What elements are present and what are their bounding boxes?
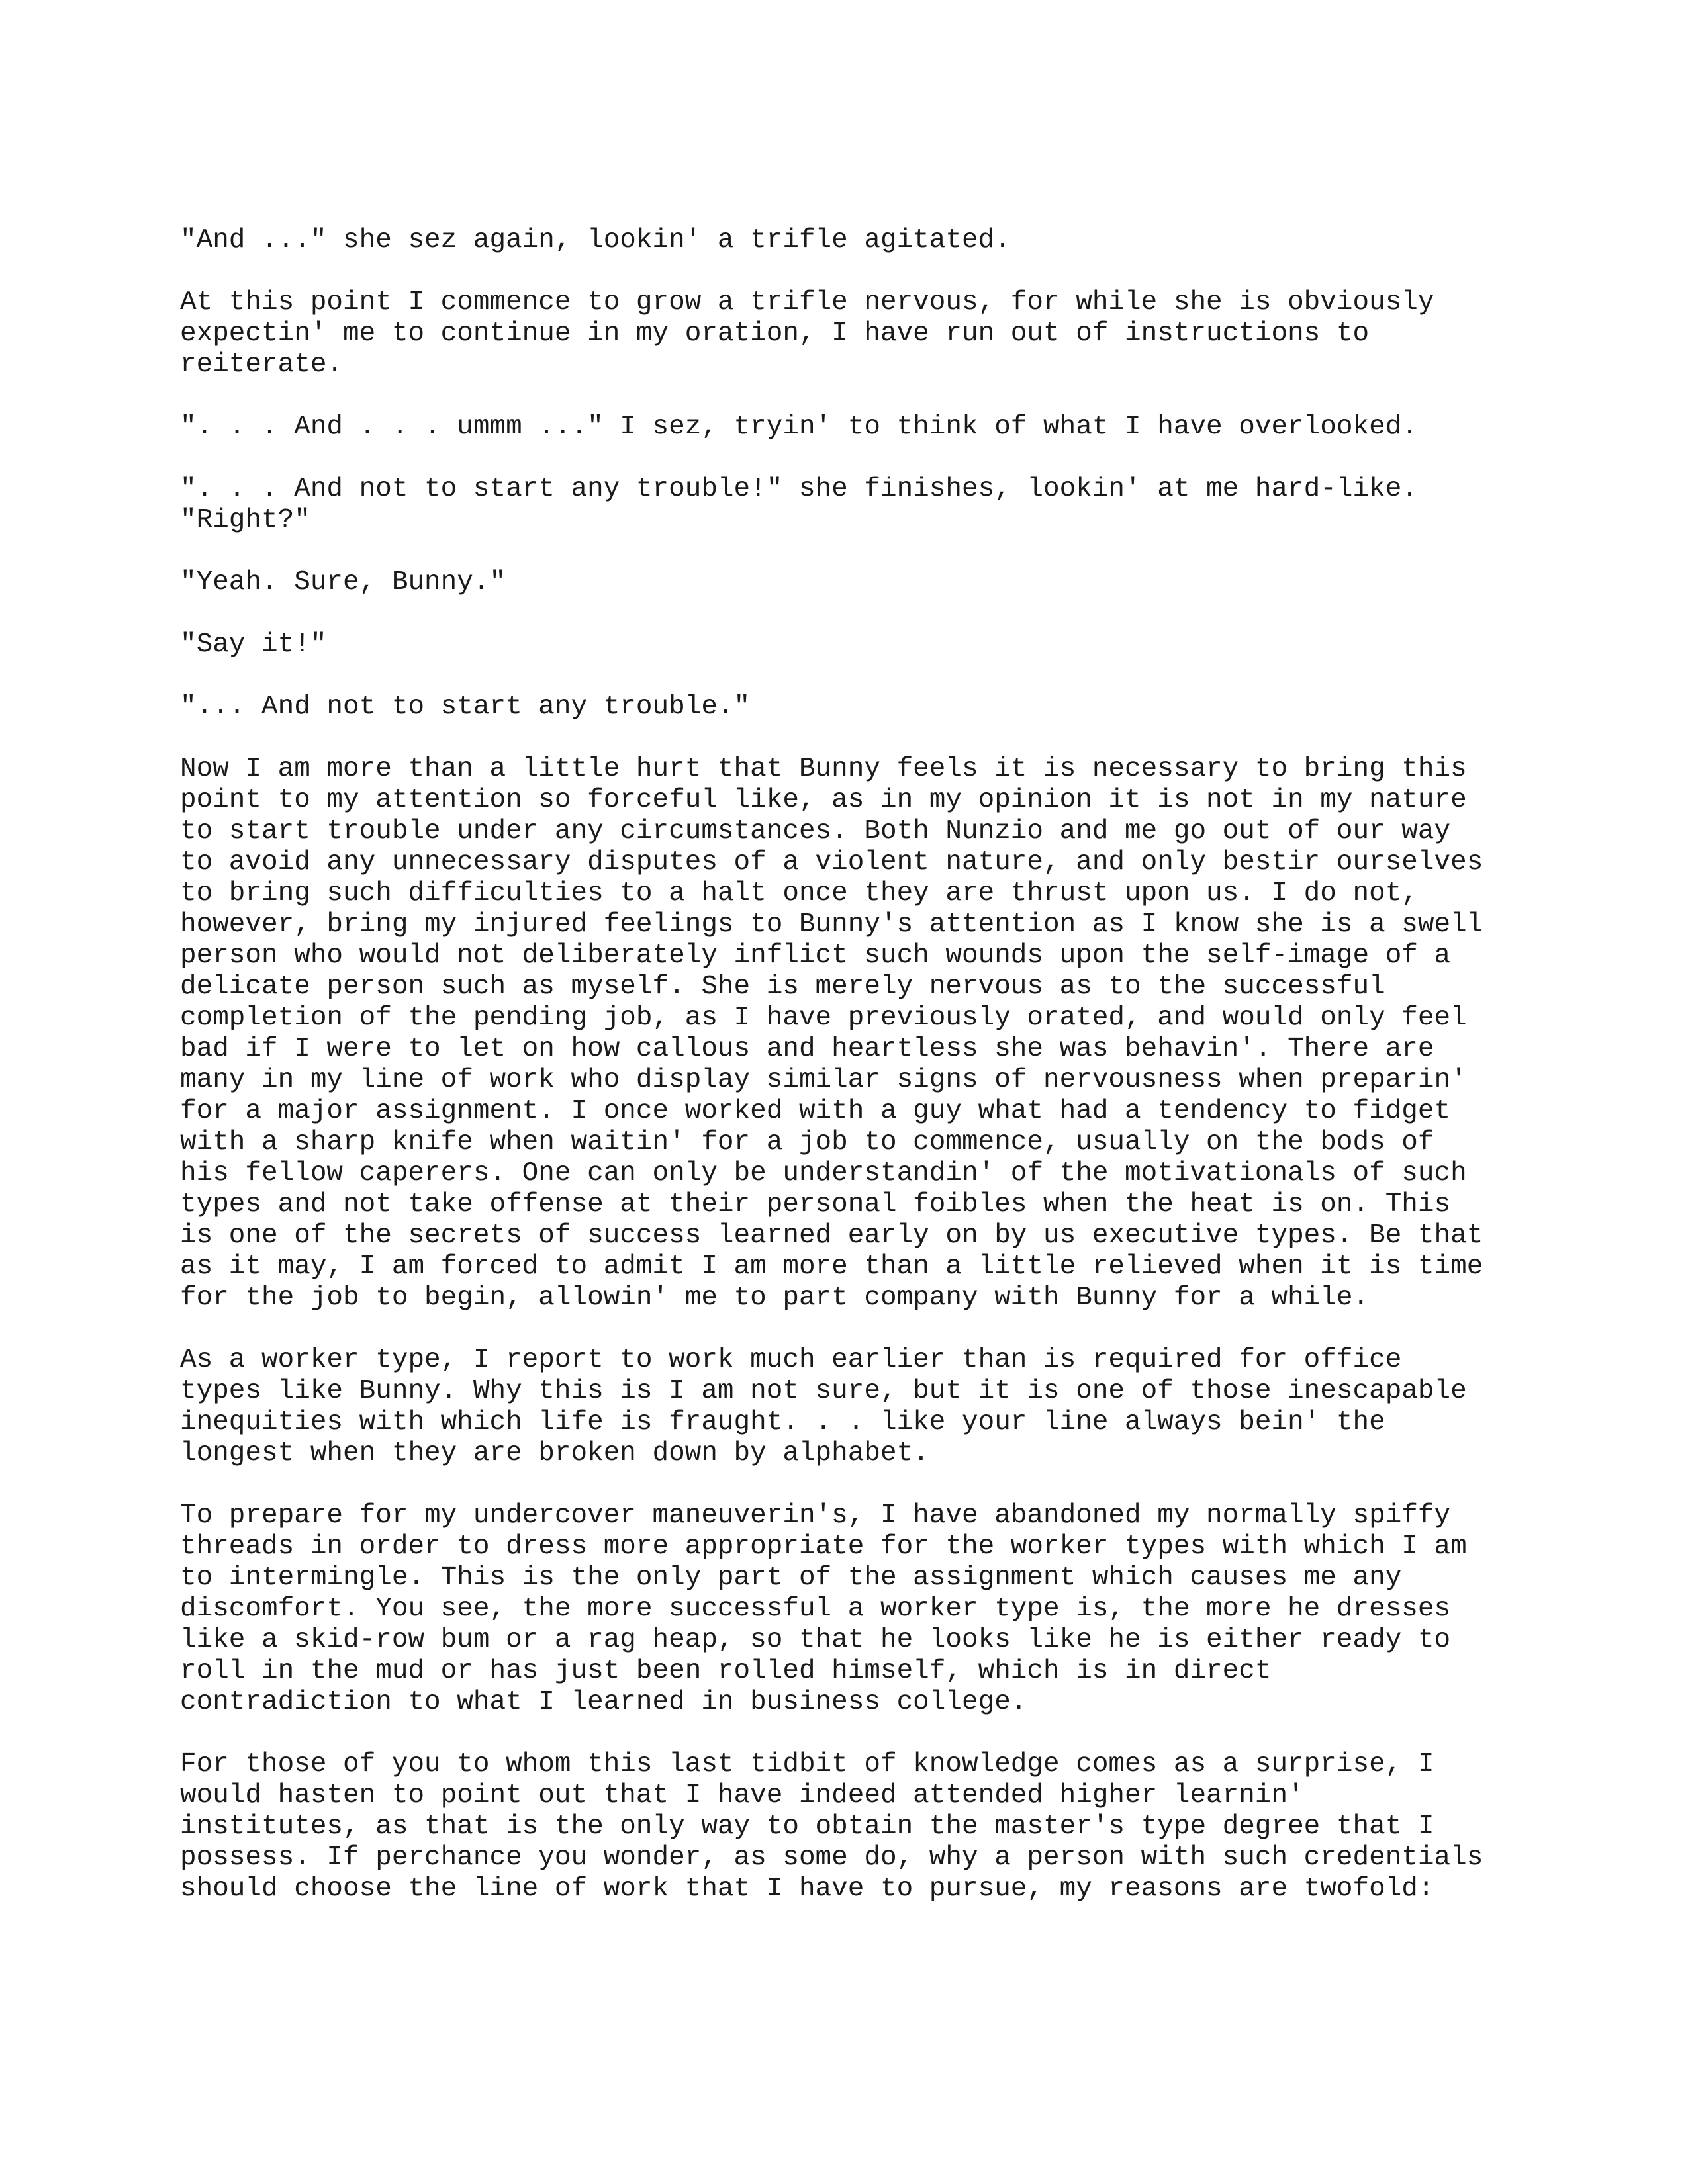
paragraph-9: As a worker type, I report to work much earlier than is required for office types like Bunny. Why this is I am not sure, but it is one of those inescapable inequities with which life is fraught. . . like your line always bein' the longest when they are broken down by alphabet. xyxy=(180,1345,1467,1469)
paragraph-3: ". . . And . . . ummm ..." I sez, tryin' to think of what I have overlooked. xyxy=(180,412,1418,442)
paragraph-2: At this point I commence to grow a trifle nervous, for while she is obviously expectin' me to continue in my oration, I have run out of instructions to reiterate. xyxy=(180,287,1434,380)
paragraph-6: "Say it!" xyxy=(180,629,327,660)
paragraph-7: "... And not to start any trouble." xyxy=(180,692,751,722)
paragraph-11: For those of you to whom this last tidbit of knowledge comes as a surprise, I would hasten to point out that I have indeed attended higher learnin' institutes, as that is the only way to obtain the master's type degree that I possess. If perchance you wonder, as some do, why a person with such credentials should choose the line of work that I have to pursue, my reasons are twofold: xyxy=(180,1749,1483,1904)
paragraph-4: ". . . And not to start any trouble!" she finishes, lookin' at me hard-like. "Right?" xyxy=(180,474,1418,535)
document-body xyxy=(180,225,1530,1936)
paragraph-1: "And ..." she sez again, lookin' a trifle agitated. xyxy=(180,225,1011,255)
paragraph-10: To prepare for my undercover maneuverin's, I have abandoned my normally spiffy threads in order to dress more appropriate for the worker types with which I am to intermingle. This is the only part of the assignment which causes me any discomfort. You see, the more successful a worker type is, the more he dresses like a skid-row bum or a rag heap, so that he looks like he is either ready to roll in the mud or has just been rolled himself, which is in direct contradiction to what I learned in business college. xyxy=(180,1500,1467,1717)
paragraph-5: "Yeah. Sure, Bunny." xyxy=(180,567,506,598)
paragraph-8: Now I am more than a little hurt that Bunny feels it is necessary to bring this point to my attention so forceful like, as in my opinion it is not in my nature to start trouble under any circumstances. Both Nunzio and me go out of our way to avoid any unnecessary disputes of a violent nature, and only bestir ourselves to bring such difficulties to a halt once they are thrust upon us. I do not, however, bring my injured feelings to Bunny's attention as I know she is a swell person who would not deliberately inflict such wounds upon the self-image of a delicate person such as myself. She is merely nervous as to the successful completion of the pending job, as I have previously orated, and would only feel bad if I were to let on how callous and heartless she was behavin'. There are many in my line of work who display similar signs of nervousness when preparin' for a major assignment. I once worked with a guy what had a tendency to fidget with a sharp knife when waitin' for a job to commence, usually on the bods of his fellow caperers. One can only be understandin' of the motivationals of such types and not take offense at their personal foibles when the heat is on. This is one of the secrets of success learned early on by us executive types. Be that as it may, I am forced to admit I am more than a little relieved when it is time for the job to begin, allowin' me to part company with Bunny for a while. xyxy=(180,754,1483,1313)
